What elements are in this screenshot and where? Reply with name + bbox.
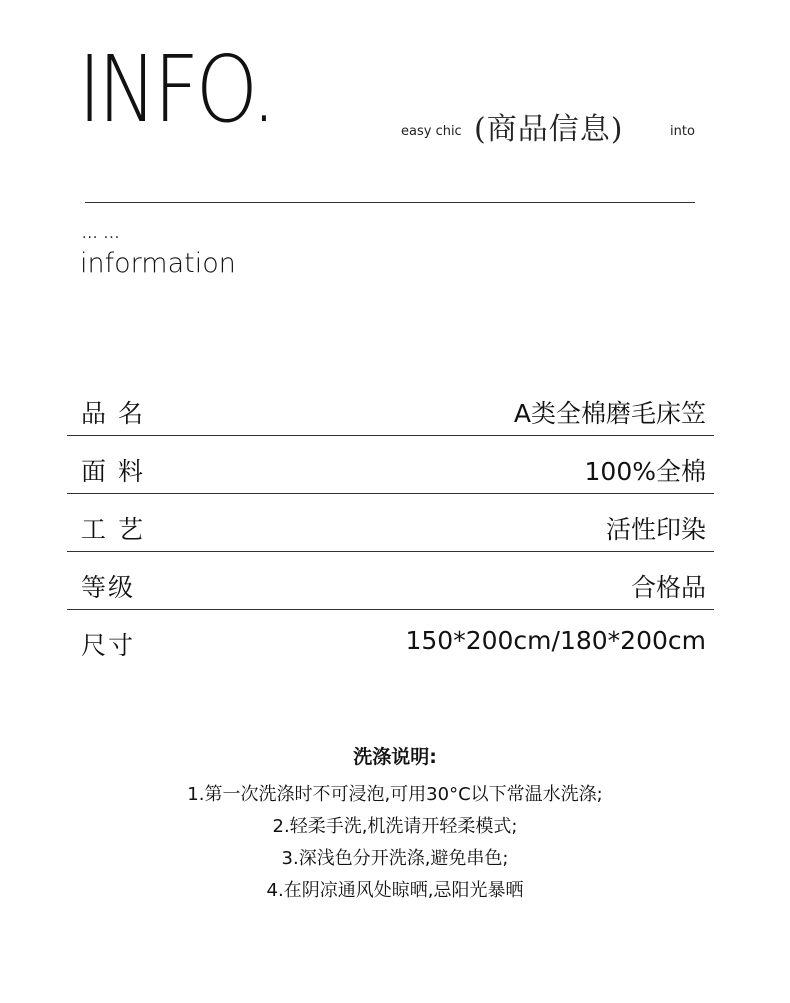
care-instructions xyxy=(0,742,790,907)
spec-label: 等级 xyxy=(81,573,136,602)
header-divider xyxy=(85,202,695,203)
care-line: 3.深浅色分开洗涤,避免串色; xyxy=(281,848,509,869)
care-line: 1.第一次洗涤时不可浸泡,可用30°C以下常温水洗涤; xyxy=(187,784,603,805)
info-logo: INFO. xyxy=(78,36,274,143)
care-title: 洗涤说明: xyxy=(353,746,437,768)
spec-row-grade xyxy=(67,552,714,610)
care-line: 2.轻柔手洗,机洗请开轻柔模式; xyxy=(272,816,518,837)
spec-label: 面 料 xyxy=(81,457,145,486)
tagline-into: into xyxy=(670,124,695,139)
spec-value: A类全棉磨毛床笠 xyxy=(513,399,706,428)
tagline-easy-chic: easy chic xyxy=(401,124,462,139)
spec-row-process xyxy=(67,494,714,552)
product-info-heading: (商品信息) xyxy=(474,112,624,147)
care-line: 4.在阴凉通风处晾晒,忌阳光暴晒 xyxy=(266,880,524,901)
spec-label: 工 艺 xyxy=(81,515,145,544)
spec-label: 尺寸 xyxy=(81,631,136,660)
section-title-information: information xyxy=(80,248,236,279)
ellipsis-decoration: ... ... xyxy=(82,226,121,242)
spec-value: 100%全棉 xyxy=(584,457,706,486)
spec-row-size xyxy=(67,610,714,667)
spec-label: 品 名 xyxy=(81,399,145,428)
spec-table xyxy=(67,378,714,667)
spec-row-name xyxy=(67,378,714,436)
spec-value: 活性印染 xyxy=(605,515,706,544)
spec-value: 合格品 xyxy=(630,573,706,602)
spec-row-fabric xyxy=(67,436,714,494)
spec-value: 150*200cm/180*200cm xyxy=(405,626,706,655)
